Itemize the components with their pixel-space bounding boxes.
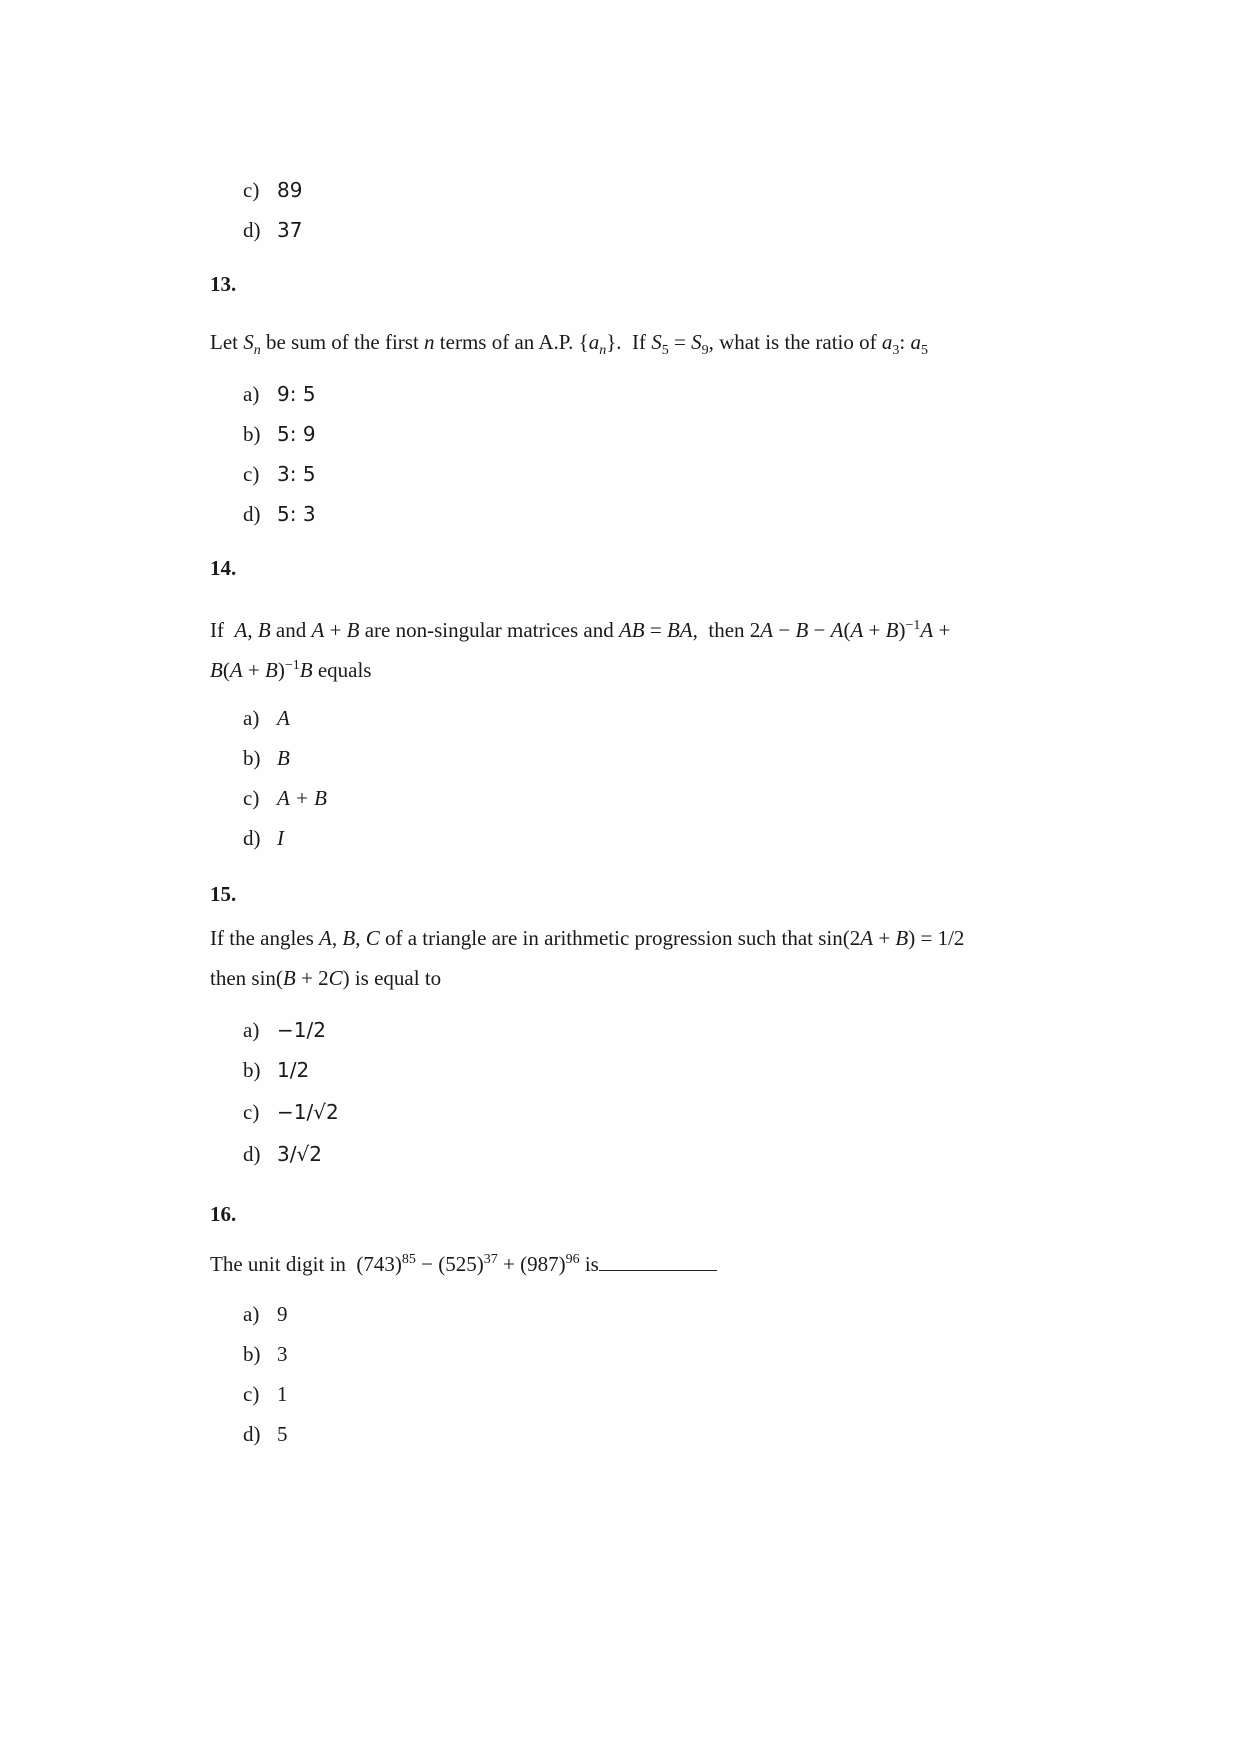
option-label: d) <box>243 218 261 242</box>
option-label: c) <box>243 1100 260 1124</box>
q14-option-b <box>243 746 290 771</box>
option-label: b) <box>243 1058 261 1082</box>
q16-option-a <box>243 1302 288 1327</box>
option-label: b) <box>243 422 261 446</box>
question-number-15: 15. <box>210 882 237 906</box>
q12-option-c <box>243 178 302 203</box>
option-label: b) <box>243 746 261 770</box>
q16-option-d <box>243 1422 288 1447</box>
question-16-text: The unit digit in $(743)^{85} - (525)^{37} + (987)^{96}$ is <box>210 1240 717 1284</box>
option-value: −1/2 <box>277 1018 326 1042</box>
option-value: −1/√2 <box>277 1100 339 1124</box>
question-13-text: Let $S_n$ be sum of the first n terms of an A.P. $\{a_n\}$. If $S_5 = S_9$, what is the ratio of $a_3$: $a_5$ <box>210 330 928 359</box>
option-value: 5: 9 <box>277 422 316 446</box>
option-value: 5 <box>277 1422 288 1446</box>
option-value: 9 <box>277 1302 288 1326</box>
option-label: d) <box>243 502 261 526</box>
q14-option-a <box>243 706 290 731</box>
q16-option-b <box>243 1342 288 1367</box>
option-value: 37 <box>277 218 303 242</box>
q13-option-c <box>243 462 316 487</box>
option-label: a) <box>243 382 260 406</box>
q16-option-c <box>243 1382 288 1407</box>
q14-option-d <box>243 826 284 851</box>
q15-option-c <box>243 1100 339 1125</box>
question-14-text-line-1: If A, B and A + B are non-singular matrices and AB = BA, then $2A - B - A(A + B)^{-1}A$ + <box>210 618 951 642</box>
option-value: 3 <box>277 1342 288 1366</box>
option-value: 9: 5 <box>277 382 316 406</box>
option-value: 3: 5 <box>277 462 316 486</box>
option-value: 1 <box>277 1382 288 1406</box>
question-number-14: 14. <box>210 556 237 580</box>
option-label: d) <box>243 826 261 850</box>
option-label: d) <box>243 1422 261 1446</box>
option-value: 1/2 <box>277 1058 310 1082</box>
option-label: a) <box>243 1302 260 1326</box>
answer-blank <box>599 1252 717 1271</box>
option-label: d) <box>243 1142 261 1166</box>
option-value: 89 <box>277 178 303 202</box>
option-label: b) <box>243 1342 261 1366</box>
option-value: A + B <box>277 786 327 810</box>
q15-option-d <box>243 1142 322 1167</box>
q14-option-c <box>243 786 327 811</box>
option-label: c) <box>243 1382 260 1406</box>
option-label: a) <box>243 1018 260 1042</box>
option-label: c) <box>243 462 260 486</box>
question-14-text-line-2: $B(A + B)^{-1}B$ equals <box>210 658 372 682</box>
question-number-16: 16. <box>210 1202 237 1226</box>
option-label: a) <box>243 706 260 730</box>
question-15-text-line-1: If the angles A, B, C of a triangle are in arithmetic progression such that sin(2A + B) = 1/2 <box>210 926 965 950</box>
question-15-text-line-2: then sin(B + 2C) is equal to <box>210 966 442 990</box>
q12-option-d <box>243 218 302 243</box>
option-value: I <box>277 826 284 850</box>
q13-option-a <box>243 382 316 407</box>
q13-option-d <box>243 502 316 527</box>
option-value: 5: 3 <box>277 502 316 526</box>
option-value: A <box>277 706 290 730</box>
option-label: c) <box>243 178 260 202</box>
option-value: B <box>277 746 290 770</box>
q15-option-b <box>243 1058 309 1083</box>
option-value: 3/√2 <box>277 1142 322 1166</box>
q15-option-a <box>243 1018 326 1043</box>
question-number-13: 13. <box>210 272 237 296</box>
q13-option-b <box>243 422 316 447</box>
option-label: c) <box>243 786 260 810</box>
